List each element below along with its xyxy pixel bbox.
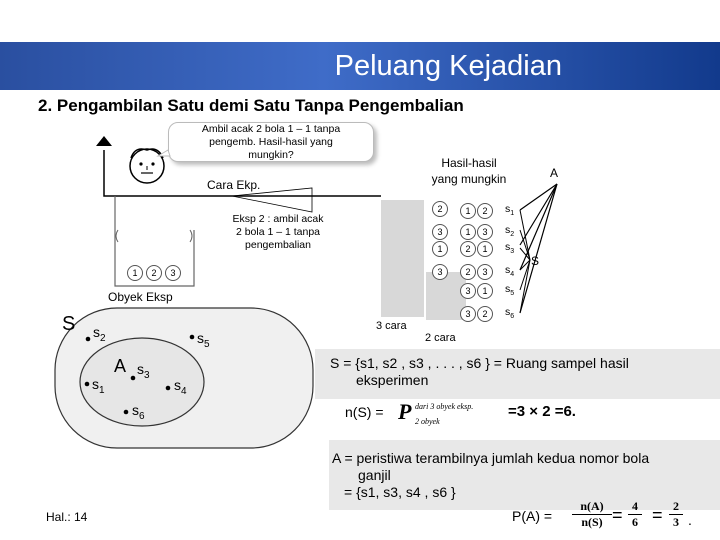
venn-point-s3: $s_3$ bbox=[137, 361, 150, 381]
fraction-3 bbox=[669, 499, 683, 530]
permutation-symbol: P bbox=[398, 399, 412, 424]
outcome-4-a: 2 bbox=[460, 264, 476, 280]
tree-first-1: 2 bbox=[432, 201, 448, 217]
a-tree-label: A bbox=[550, 166, 559, 180]
outcome-4-s: $s_4$ bbox=[505, 264, 515, 279]
fraction-1 bbox=[572, 499, 612, 530]
outcome-3-b: 1 bbox=[477, 241, 493, 257]
fraction-3-denominator: 3 bbox=[673, 515, 679, 529]
venn-s-label: S bbox=[62, 313, 76, 335]
speech-line-2: pengemb. Hasil-hasil yang bbox=[209, 136, 333, 148]
cara-ekp-label: Cara Ekp. bbox=[207, 178, 261, 192]
pa-lhs: P(A) = bbox=[512, 508, 553, 524]
outcome-5-a: 3 bbox=[460, 283, 476, 299]
hasil-line-1: Hasil-hasil bbox=[441, 156, 497, 170]
eq1-line-2: eksperimen bbox=[356, 372, 429, 388]
eq3-line-3: = {s1, s3, s4 , s6 } bbox=[344, 484, 456, 500]
venn-point-s1: $s_1$ bbox=[92, 376, 105, 396]
outcome-4-b: 3 bbox=[477, 264, 493, 280]
speech-line-3: mungkin? bbox=[248, 149, 294, 161]
sample-space-definition bbox=[330, 355, 629, 389]
s-tree-label: S bbox=[531, 254, 540, 268]
obyek-label: Obyek Eksp bbox=[108, 290, 173, 304]
outcome-2-b: 3 bbox=[477, 224, 493, 240]
stage-box-1 bbox=[381, 200, 424, 317]
outcome-6-s: $s_6$ bbox=[505, 306, 515, 321]
face-icon bbox=[130, 149, 164, 183]
hasil-line-2: yang mungkin bbox=[431, 172, 507, 186]
fraction-1-numerator: n(A) bbox=[572, 499, 612, 515]
final-period: . bbox=[688, 512, 692, 528]
fraction-2-numerator: 4 bbox=[628, 499, 642, 515]
hasil-label bbox=[414, 155, 524, 187]
equals-2: = bbox=[652, 505, 663, 525]
venn-point-s2: $s_2$ bbox=[93, 324, 106, 344]
eksp-line-3: pengembalian bbox=[245, 239, 311, 251]
cara2-label: 2 cara bbox=[425, 332, 456, 344]
outcome-1-a: 1 bbox=[460, 203, 476, 219]
cara3-label: 3 cara bbox=[376, 320, 407, 332]
eq1-line-1: S = {s1, s2 , s3 , . . . , s6 } = Ruang sampel hasil bbox=[330, 355, 629, 371]
venn-a-label: A bbox=[114, 356, 127, 376]
eksp-line-1: Eksp 2 : ambil acak bbox=[232, 213, 324, 225]
venn-point-s5: $s_5$ bbox=[197, 330, 210, 350]
speech-line-1: Ambil acak 2 bola 1 – 1 tanpa bbox=[201, 123, 341, 135]
eq3-line-1: A = peristiwa terambilnya jumlah kedua nomor bola bbox=[332, 450, 650, 466]
page-title: Peluang Kejadian bbox=[334, 50, 562, 82]
tree-first-2: 3 bbox=[432, 224, 448, 240]
outcome-1-b: 2 bbox=[477, 203, 493, 219]
eksp-description bbox=[222, 213, 334, 252]
equals-1: = bbox=[612, 505, 623, 525]
ball-3: 3 bbox=[165, 265, 181, 281]
fraction-1-denominator: n(S) bbox=[581, 515, 603, 529]
fraction-3-numerator: 2 bbox=[669, 499, 683, 515]
outcome-3-s: $s_3$ bbox=[505, 241, 515, 256]
outcome-1-s: $s_1$ bbox=[505, 203, 515, 218]
outcome-2-a: 1 bbox=[460, 224, 476, 240]
outcome-3-a: 2 bbox=[460, 241, 476, 257]
outcome-6-b: 2 bbox=[477, 306, 493, 322]
permutation-top: dari 3 obyek eksp. bbox=[415, 402, 474, 411]
venn-point-s4: $s_4$ bbox=[174, 377, 187, 397]
ball-1: 1 bbox=[127, 265, 143, 281]
event-a-definition bbox=[332, 450, 649, 501]
fraction-2 bbox=[628, 499, 642, 530]
permutation-bottom: 2 obyek bbox=[415, 417, 440, 426]
outcome-6-a: 3 bbox=[460, 306, 476, 322]
ns-result: =3 × 2 =6. bbox=[508, 403, 576, 420]
tree-first-4: 3 bbox=[432, 264, 448, 280]
outcome-2-s: $s_2$ bbox=[505, 224, 515, 239]
fraction-2-denominator: 6 bbox=[632, 515, 638, 529]
eksp-line-2: 2 bola 1 – 1 tanpa bbox=[235, 226, 321, 238]
outcome-5-s: $s_5$ bbox=[505, 283, 515, 298]
venn-point-s6: $s_6$ bbox=[132, 402, 145, 422]
tree-first-3: 1 bbox=[432, 241, 448, 257]
eq3-line-2: ganjil bbox=[358, 467, 391, 483]
ball-2: 2 bbox=[146, 265, 162, 281]
section-heading: 2. Pengambilan Satu demi Satu Tanpa Pengembalian bbox=[38, 96, 464, 115]
outcome-5-b: 1 bbox=[477, 283, 493, 299]
ns-lhs: n(S) = bbox=[345, 404, 384, 420]
page-number: Hal.: 14 bbox=[46, 510, 88, 524]
